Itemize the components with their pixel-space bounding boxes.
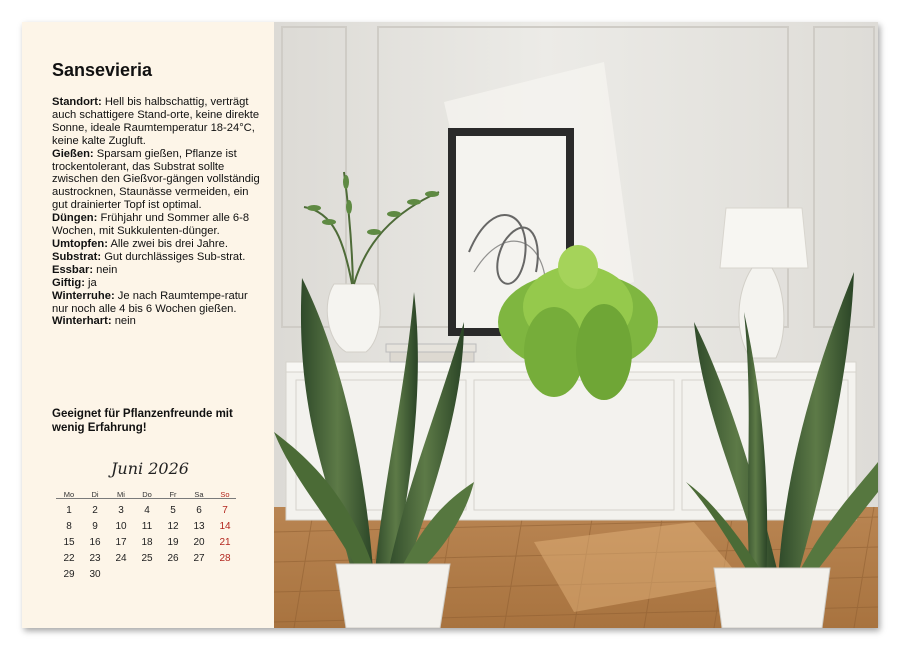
info-giftig	[52, 277, 264, 290]
calendar-day: 20	[193, 536, 205, 548]
calendar-day: 9	[92, 520, 98, 532]
info-standort	[52, 96, 264, 148]
calendar-day: 4	[144, 504, 150, 516]
calendar-day: 17	[115, 536, 127, 548]
info-giessen	[52, 148, 264, 213]
sideboard	[286, 368, 856, 520]
weekday-so: So	[220, 489, 230, 499]
info-text: ja	[88, 276, 97, 289]
info-duengen	[52, 212, 264, 238]
care-info	[52, 96, 264, 328]
calendar-week	[56, 550, 238, 566]
lamp-base	[739, 268, 784, 358]
calendar-day-sunday: 21	[219, 536, 231, 548]
calendar-day: 30	[89, 568, 101, 580]
plant-title: Sansevieria	[52, 60, 153, 80]
month-calendar	[56, 488, 238, 582]
info-label: Giftig:	[52, 276, 85, 289]
weekday-mi: Mi	[117, 489, 125, 499]
calendar-week	[56, 566, 238, 582]
calendar-day: 12	[167, 520, 179, 532]
info-label: Essbar:	[52, 263, 94, 276]
info-label: Düngen:	[52, 212, 98, 225]
info-umtopfen	[52, 238, 264, 251]
info-text: nein	[96, 263, 118, 276]
info-label: Gießen:	[52, 147, 94, 160]
info-text: Frühjahr und Sommer alle 6-8 Wochen, mit Sukkulenten-dünger.	[52, 212, 250, 238]
info-winterruhe	[52, 290, 264, 316]
info-text: Alle zwei bis drei Jahre.	[110, 237, 228, 250]
info-label: Winterhart:	[52, 315, 112, 328]
info-text: Je nach Raumtempe-ratur nur noch alle 4 bis 6 Wochen gießen.	[52, 289, 248, 315]
calendar-day-sunday: 28	[219, 552, 231, 564]
calendar-day	[160, 566, 186, 582]
calendar-day: 19	[167, 536, 179, 548]
info-essbar	[52, 264, 264, 277]
calendar-day: 16	[89, 536, 101, 548]
calendar-day: 13	[193, 520, 205, 532]
calendar-day: 1	[66, 504, 72, 516]
weekday-di: Di	[91, 489, 99, 499]
calendar-day: 15	[63, 536, 75, 548]
calendar-day: 25	[141, 552, 153, 564]
calendar-day: 5	[170, 504, 176, 516]
calendar-page	[22, 22, 878, 628]
calendar-day: 29	[63, 568, 75, 580]
calendar-week	[56, 534, 238, 550]
calendar-day: 27	[193, 552, 205, 564]
calendar-day-sunday	[212, 566, 238, 582]
calendar-day	[134, 566, 160, 582]
info-label: Substrat:	[52, 250, 102, 263]
info-text: nein	[114, 315, 136, 328]
vase	[327, 284, 380, 352]
weekday-fr: Fr	[169, 489, 177, 499]
calendar-day: 10	[115, 520, 127, 532]
calendar-day: 11	[141, 520, 153, 532]
info-text: Sparsam gießen, Pflanze ist trockentolerant, das Substrat sollte zwischen den Gießvor-gängen vollständig austrocknen, Staunässe vermeiden, ein gut drainierter Topf ist optimal.	[52, 147, 260, 212]
info-winterhart	[52, 315, 264, 328]
calendar-day: 26	[167, 552, 179, 564]
calendar-week	[56, 502, 238, 518]
calendar-day	[186, 566, 212, 582]
weekday-row	[56, 488, 238, 500]
weekday-do: Do	[142, 489, 152, 499]
calendar-day: 24	[115, 552, 127, 564]
calendar-day: 23	[89, 552, 101, 564]
calendar-day: 2	[92, 504, 98, 516]
calendar-day-sunday: 7	[222, 504, 228, 516]
calendar-week	[56, 518, 238, 534]
info-label: Standort:	[52, 96, 102, 108]
info-text: Hell bis halbschattig, verträgt auch schattigere Stand-orte, keine direkte Sonne, ideale Raumtemperatur 18-24°C, keine kalte Zugluft.	[52, 96, 260, 147]
photo-illustration	[274, 22, 878, 628]
info-substrat	[52, 251, 264, 264]
calendar-day: 18	[141, 536, 153, 548]
recommendation: Geeignet für Pflanzenfreunde mit wenig Erfahrung!	[52, 408, 233, 434]
info-text: Gut durchlässiges Sub-strat.	[104, 250, 246, 263]
info-label: Winterruhe:	[52, 289, 115, 302]
calendar-day: 3	[118, 504, 124, 516]
weekday-sa: Sa	[194, 489, 204, 499]
calendar-day: 6	[196, 504, 202, 516]
text-panel	[22, 22, 274, 628]
calendar-day-sunday: 14	[219, 520, 231, 532]
lamp-shade	[720, 208, 808, 268]
weekday-mo: Mo	[63, 489, 75, 499]
info-label: Umtopfen:	[52, 237, 108, 250]
month-label: Juni 2026	[111, 459, 189, 478]
calendar-day: 8	[66, 520, 72, 532]
calendar-day: 22	[63, 552, 75, 564]
room-with-snake-plants-photo	[274, 22, 878, 628]
calendar-day	[108, 566, 134, 582]
